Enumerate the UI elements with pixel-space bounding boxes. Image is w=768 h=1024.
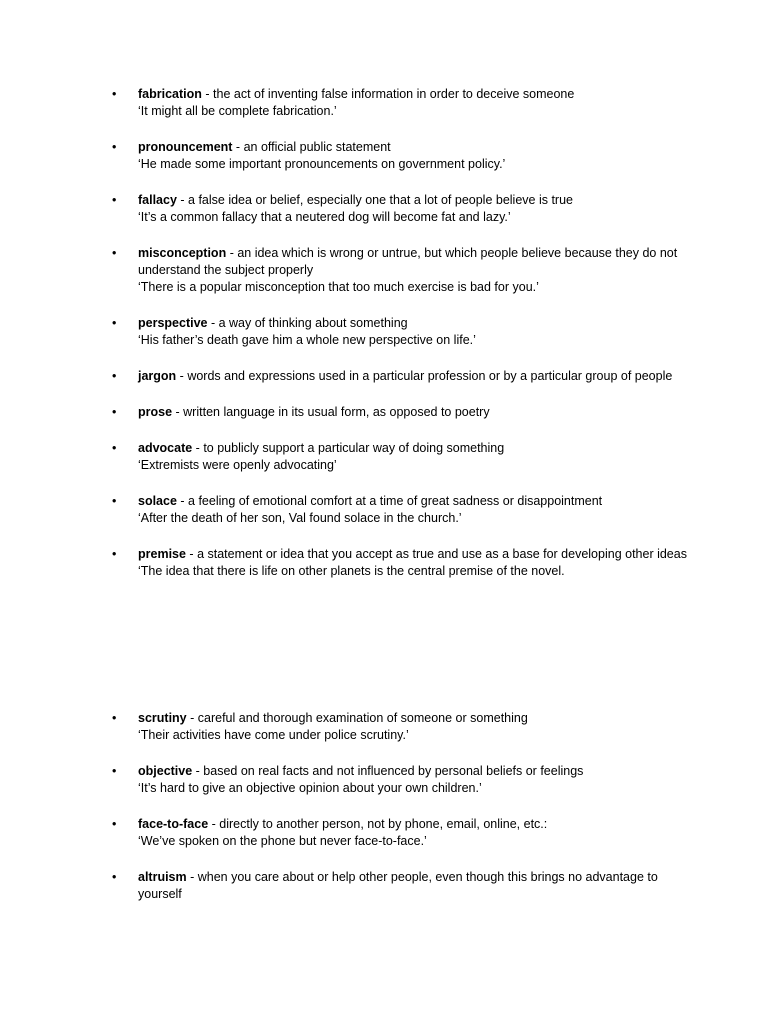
term-separator: - xyxy=(186,870,198,884)
vocab-example: ‘Their activities have come under police scrutiny.’ xyxy=(138,728,409,742)
bullet-icon: • xyxy=(112,405,117,419)
bullet-icon: • xyxy=(112,711,117,725)
vocab-term: fallacy xyxy=(138,193,177,207)
term-separator: - xyxy=(186,711,198,725)
vocab-entry xyxy=(112,493,692,527)
vocab-definition: an idea which is wrong or untrue, but which people believe because they do not understand the subject properly xyxy=(138,246,678,277)
bullet-icon: • xyxy=(112,870,117,884)
vocab-definition: a feeling of emotional comfort at a time of great sadness or disappointment xyxy=(188,494,603,508)
vocab-example: ‘It’s a common fallacy that a neutered dog will become fat and lazy.’ xyxy=(138,210,511,224)
vocab-entry xyxy=(112,368,692,385)
vocab-definition: a statement or idea that you accept as true and use as a base for developing other ideas xyxy=(197,547,687,561)
term-separator: - xyxy=(176,494,189,508)
vocab-definition: to publicly support a particular way of doing something xyxy=(203,441,505,455)
vocab-term: premise xyxy=(138,547,186,561)
vocab-entry xyxy=(112,86,692,120)
vocab-entry xyxy=(112,404,692,421)
vocab-definition: based on real facts and not influenced by personal beliefs or feelings xyxy=(203,764,584,778)
vocab-term: fabrication xyxy=(138,87,202,101)
vocab-entry xyxy=(112,816,692,850)
vocab-example: ‘It might all be complete fabrication.’ xyxy=(138,104,337,118)
vocab-example: ‘It’s hard to give an objective opinion about your own children.’ xyxy=(138,781,482,795)
vocab-example: ‘He made some important pronouncements on government policy.’ xyxy=(138,157,506,171)
bullet-icon: • xyxy=(112,441,117,455)
vocab-definition: written language in its usual form, as opposed to poetry xyxy=(183,405,490,419)
vocab-example: ‘There is a popular misconception that too much exercise is bad for you.’ xyxy=(138,280,539,294)
vocab-term: prose xyxy=(138,405,173,419)
bullet-icon: • xyxy=(112,369,117,383)
bullet-icon: • xyxy=(112,817,117,831)
vocab-entry xyxy=(112,440,692,474)
vocab-example: ‘His father’s death gave him a whole new perspective on life.’ xyxy=(138,333,476,347)
term-separator: - xyxy=(176,369,188,383)
vocab-example: ‘After the death of her son, Val found solace in the church.’ xyxy=(138,511,462,525)
term-separator: - xyxy=(172,405,184,419)
vocab-term: scrutiny xyxy=(138,711,187,725)
vocab-entry xyxy=(112,315,692,349)
vocab-entry xyxy=(112,710,692,744)
term-separator: - xyxy=(207,316,219,330)
bullet-icon: • xyxy=(112,87,117,101)
vocab-example: ‘The idea that there is life on other planets is the central premise of the novel. xyxy=(138,564,565,578)
bullet-icon: • xyxy=(112,764,117,778)
vocab-entry xyxy=(112,192,692,226)
term-separator: - xyxy=(226,246,238,260)
term-separator: - xyxy=(185,547,198,561)
vocab-entry xyxy=(112,546,692,580)
vocab-term: misconception xyxy=(138,246,227,260)
vocab-definition: the act of inventing false information in order to deceive someone xyxy=(213,87,575,101)
term-separator: - xyxy=(208,817,220,831)
vocab-definition: words and expressions used in a particular profession or by a particular group of people xyxy=(187,369,673,383)
vocabulary-list-first xyxy=(112,86,692,599)
vocab-term: advocate xyxy=(138,441,193,455)
bullet-icon: • xyxy=(112,193,117,207)
vocab-definition: a false idea or belief, especially one that a lot of people believe is true xyxy=(188,193,573,207)
vocab-example: ‘We’ve spoken on the phone but never face-to-face.’ xyxy=(138,834,427,848)
term-separator: - xyxy=(176,193,189,207)
vocab-term: face-to-face xyxy=(138,817,209,831)
vocab-entry xyxy=(112,869,692,903)
vocab-term: jargon xyxy=(138,369,177,383)
vocab-definition: a way of thinking about something xyxy=(218,316,408,330)
vocab-entry xyxy=(112,139,692,173)
bullet-icon: • xyxy=(112,547,117,561)
vocab-definition: careful and thorough examination of someone or something xyxy=(197,711,528,725)
vocab-term: pronouncement xyxy=(138,140,233,154)
bullet-icon: • xyxy=(112,140,117,154)
vocab-term: solace xyxy=(138,494,177,508)
vocab-example: ‘Extremists were openly advocating’ xyxy=(138,458,337,472)
term-separator: - xyxy=(201,87,214,101)
vocab-entry xyxy=(112,245,692,296)
vocab-definition: an official public statement xyxy=(243,140,391,154)
term-separator: - xyxy=(192,764,204,778)
bullet-icon: • xyxy=(112,246,117,260)
term-separator: - xyxy=(192,441,204,455)
vocab-term: perspective xyxy=(138,316,208,330)
term-separator: - xyxy=(232,140,244,154)
vocab-definition: when you care about or help other people, even though this brings no advantage to yourself xyxy=(138,870,658,901)
vocab-definition: directly to another person, not by phone, email, online, etc.: xyxy=(219,817,548,831)
vocabulary-list-second xyxy=(112,710,692,922)
vocab-term: altruism xyxy=(138,870,187,884)
bullet-icon: • xyxy=(112,494,117,508)
bullet-icon: • xyxy=(112,316,117,330)
vocab-entry xyxy=(112,763,692,797)
vocab-term: objective xyxy=(138,764,193,778)
